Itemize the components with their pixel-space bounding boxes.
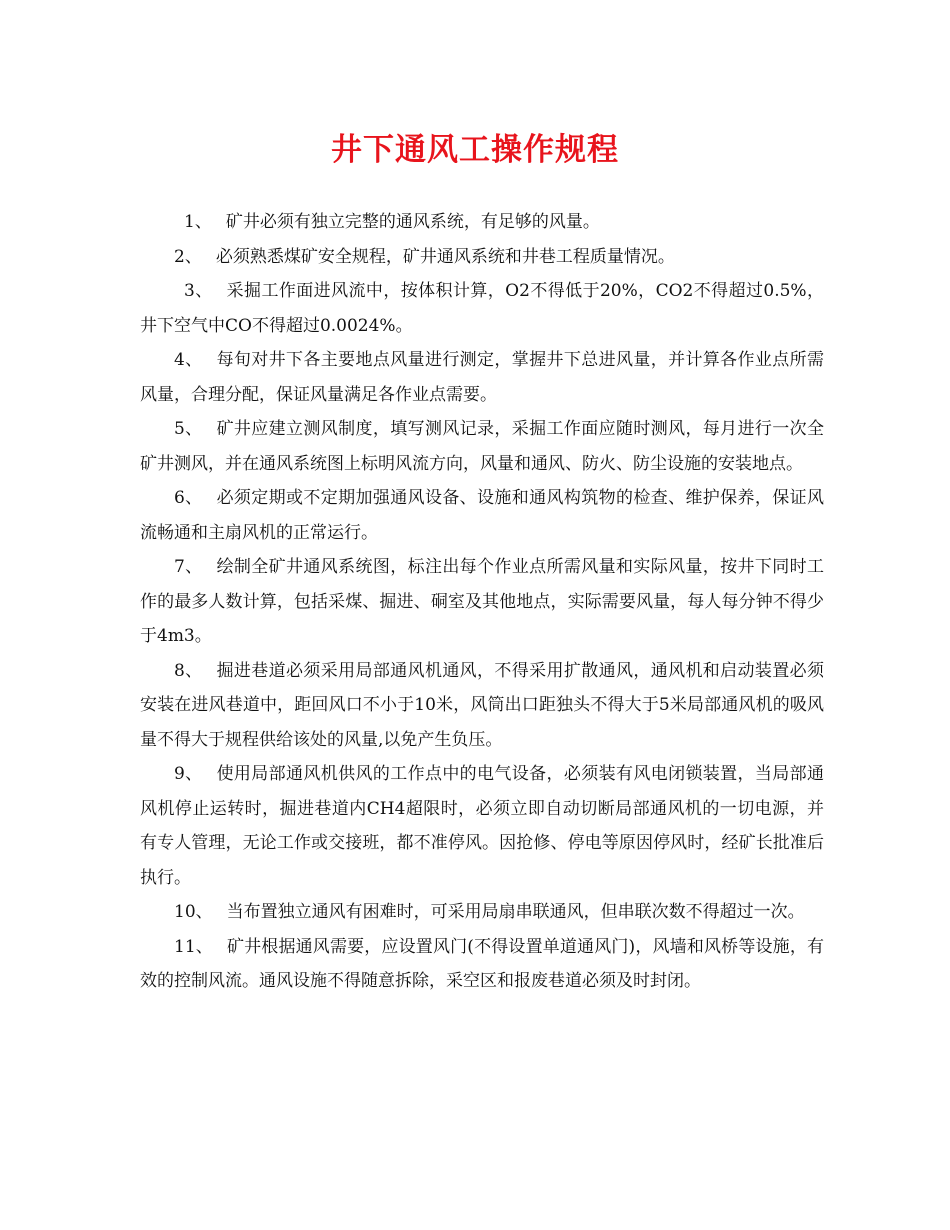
rule-text: 每旬对井下各主要地点风量进行测定，掌握井下总进风量，并计算各作业点所需风量，合理分配，保证风量满足各作业点需要。 (140, 350, 825, 405)
rule-item-9 (140, 757, 824, 895)
rule-item-4 (140, 343, 824, 412)
rule-text: 掘进巷道必须采用局部通风机通风，不得采用扩散通风，通风机和启动装置必须安装在进风巷道中，距回风口不小于10米，风筒出口距独头不得大于5米局部通风机的吸风量不得大于规程供给该处的风量,以免产生负压。 (140, 660, 825, 750)
rule-number: 10、 (174, 902, 213, 922)
rule-number: 3、 (184, 281, 213, 301)
document-body (140, 205, 824, 999)
rule-text: 矿井根据通风需要，应设置风门(不得设置单道通风门)，风墙和风桥等设施，有效的控制风流。通风设施不得随意拆除，采空区和报废巷道必须及时封闭。 (140, 936, 824, 991)
rule-item-8 (140, 654, 824, 758)
rule-number: 2、 (174, 246, 202, 267)
rule-number: 11、 (174, 936, 213, 957)
rule-text: 必须熟悉煤矿安全规程，矿井通风系统和井巷工程质量情况。 (215, 246, 675, 267)
rule-item-6 (140, 481, 824, 550)
rule-item-2 (140, 240, 824, 275)
rule-text: 使用局部通风机供风的工作点中的电气设备，必须装有风电闭锁装置，当局部通风机停止运转时，掘进巷道内CH4超限时，必须立即自动切断局部通风机的一切电源，并有专人管理，无论工作或交接班，都不准停风。因抢修、停电等原因停风时，经矿长批准后执行。 (140, 764, 825, 888)
rule-item-3 (140, 274, 824, 343)
rule-item-11 (140, 930, 824, 999)
rule-item-7 (140, 550, 824, 654)
rule-text: 矿井应建立测风制度，填写测风记录，采掘工作面应随时测风，每月进行一次全矿井测风，并在通风系统图上标明风流方向，风量和通风、防火、防尘设施的安装地点。 (140, 419, 825, 474)
rule-item-1 (140, 205, 824, 240)
rule-text: 绘制全矿井通风系统图，标注出每个作业点所需风量和实际风量，按井下同时工作的最多人数计算，包括采煤、掘进、硐室及其他地点，实际需要风量，每人每分钟不得少于4m3。 (140, 557, 825, 646)
rule-item-10 (140, 895, 824, 930)
rule-number: 4、 (174, 350, 203, 370)
rule-number: 9、 (174, 764, 203, 784)
rule-text: 矿井必须有独立完整的通风系统，有足够的风量。 (225, 212, 600, 232)
rule-number: 8、 (174, 660, 203, 681)
rule-number: 6、 (174, 488, 203, 508)
rule-text: 必须定期或不定期加强通风设备、设施和通风构筑物的检查、维护保养，保证风流畅通和主扇风机的正常运行。 (140, 488, 825, 543)
rule-number: 1、 (184, 212, 212, 232)
rule-text: 采掘工作面进风流中，按体积计算，O2不得低于20%，CO2不得超过0.5%，井下空气中CO不得超过0.0024%。 (140, 281, 824, 336)
rule-number: 5、 (174, 419, 203, 439)
rule-number: 7、 (174, 557, 203, 577)
rule-text: 当布置独立通风有困难时，可采用局扇串联通风，但串联次数不得超过一次。 (226, 902, 805, 922)
document-title: 井下通风工操作规程 (331, 132, 619, 168)
rule-item-5 (140, 412, 824, 481)
